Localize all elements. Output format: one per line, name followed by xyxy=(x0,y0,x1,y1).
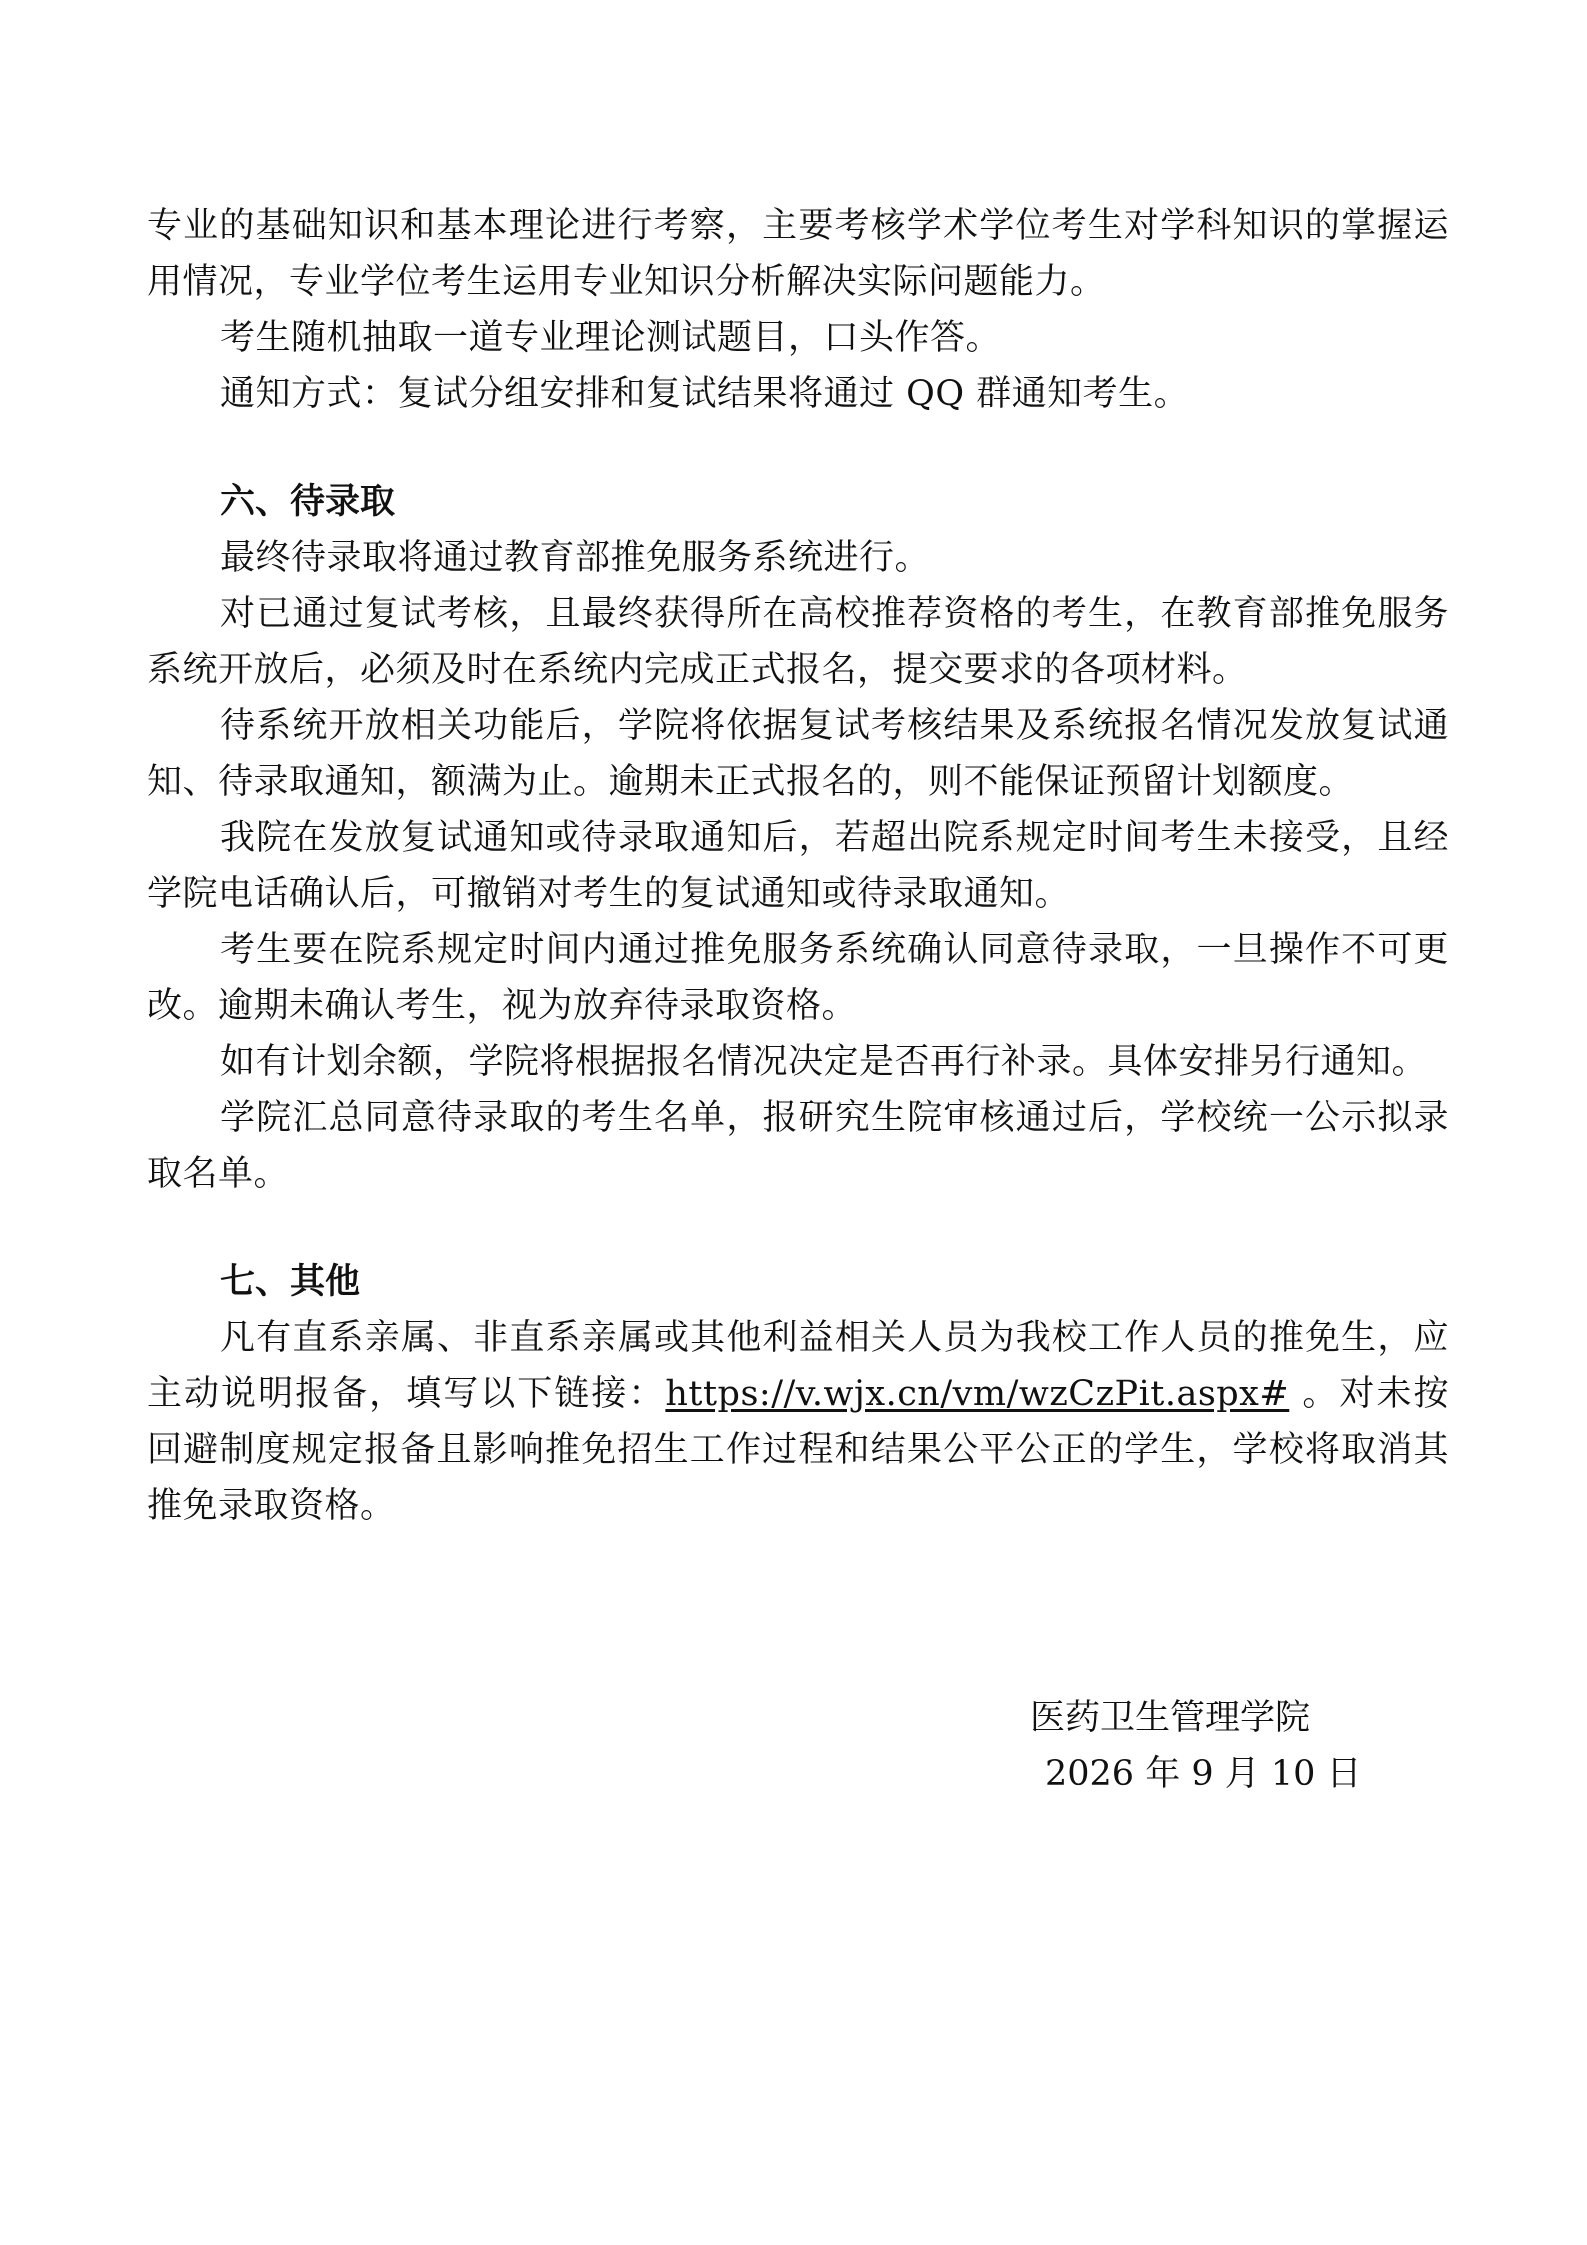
section-6-paragraph-2: 对已通过复试考核，且最终获得所在高校推荐资格的考生，在教育部推免服务系统开放后，必须及时在系统内完成正式报名，提交要求的各项材料。 xyxy=(147,594,1449,690)
document-body xyxy=(147,198,1449,1534)
signature-org: 医药卫生管理学院 xyxy=(1030,1698,1311,1738)
section-7-paragraph xyxy=(147,1310,1449,1534)
section-6-paragraph-5: 考生要在院系规定时间内通过推免服务系统确认同意待录取，一旦操作不可更改。逾期未确认考生，视为放弃待录取资格。 xyxy=(147,930,1449,1026)
section-gap xyxy=(147,422,1449,474)
intro-paragraph-2: 考生随机抽取一道专业理论测试题目，口头作答。 xyxy=(220,318,1002,358)
section-6-paragraph-6: 如有计划余额，学院将根据报名情况决定是否再行补录。具体安排另行通知。 xyxy=(220,1042,1428,1082)
intro-paragraph-1: 专业的基础知识和基本理论进行考察，主要考核学术学位考生对学科知识的掌握运用情况，专业学位考生运用专业知识分析解决实际问题能力。 xyxy=(147,206,1449,302)
signature-date: 2026 年 9 月 10 日 xyxy=(1045,1754,1362,1794)
section-6-paragraph-1: 最终待录取将通过教育部推免服务系统进行。 xyxy=(220,538,931,578)
section-6-heading: 六、待录取 xyxy=(220,481,396,522)
section-gap xyxy=(147,1202,1449,1254)
section-6-paragraph-3: 待系统开放相关功能后，学院将依据复试考核结果及系统报名情况发放复试通知、待录取通知，额满为止。逾期未正式报名的，则不能保证预留计划额度。 xyxy=(147,706,1449,802)
intro-paragraph-3: 通知方式：复试分组安排和复试结果将通过 QQ 群通知考生。 xyxy=(220,374,1190,414)
report-link[interactable]: https://v.wjx.cn/vm/wzCzPit.aspx# xyxy=(665,1374,1290,1414)
section-7-text-before-link: 凡有直系亲属、非直系亲属或其他利益相关人员为我校工作人员的推免生，应主动说明报备，填写以下链接： xyxy=(147,1318,1449,1414)
section-7-text-after-link: 。对未按回避制度规定报备且影响推免招生工作过程和结果公平公正的学生，学校将取消其推免录取资格。 xyxy=(147,1374,1449,1526)
section-7-heading: 七、其他 xyxy=(220,1261,361,1302)
section-6-paragraph-7: 学院汇总同意待录取的考生名单，报研究生院审核通过后，学校统一公示拟录取名单。 xyxy=(147,1098,1449,1194)
section-6-paragraph-4: 我院在发放复试通知或待录取通知后，若超出院系规定时间考生未接受，且经学院电话确认后，可撤销对考生的复试通知或待录取通知。 xyxy=(147,818,1449,914)
